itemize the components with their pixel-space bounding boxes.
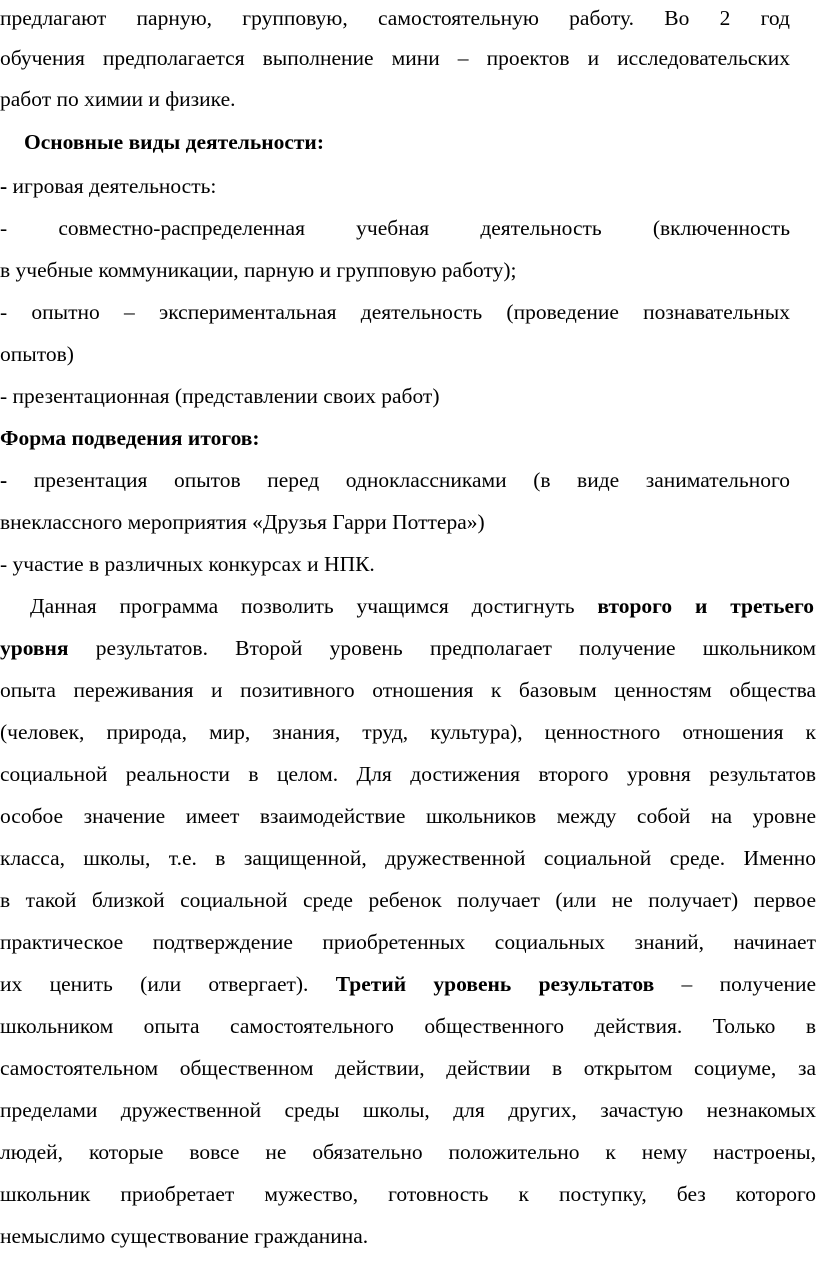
main-line-10-text-pre: их ценить (или отвергает). [0,972,336,996]
intro-line-1: предлагают парную, групповую, самостоятельную работу. Во 2 год [0,6,790,30]
intro-line-2: обучения предполагается выполнение мини – проектов и исследовательских [0,46,790,70]
main-line-11: школьником опыта самостоятельного общественного действия. Только в [0,1014,816,1038]
main-line-10-text-post: – получение [654,972,816,996]
main-line-10-bold: Третий уровень результатов [335,972,655,996]
main-line-5: социальной реальности в целом. Для достижения второго уровня результатов [0,762,816,786]
main-line-14: людей, которые вовсе не обязательно положительно к нему настроены, [0,1140,816,1164]
main-line-16: немыслимо существование гражданина. [0,1224,369,1248]
activity-item-2-line-2: в учебные коммуникации, парную и групповую работу); [0,258,517,282]
main-line-2 [0,633,816,663]
main-line-1 [30,591,814,621]
main-line-4: (человек, природа, мир, знания, труд, культура), ценностного отношения к [0,720,816,744]
intro-line-3: работ по химии и физике. [0,87,236,111]
result-item-1-line-1 [0,465,790,495]
activity-item-1-text: игровая деятельность: [7,174,217,198]
activities-heading: Основные виды деятельности: [24,130,324,154]
activity-item-3-line-1: - опытно – экспериментальная деятельность (проведение познавательных [0,300,790,324]
activity-item-2-line-1: - совместно-распределенная учебная деятельность (включенность [0,216,790,240]
main-line-1-text: Данная программа позволить учащимся достигнуть [30,594,598,618]
main-line-7: класса, школы, т.е. в защищенной, дружественной социальной среде. Именно [0,846,816,870]
main-line-9: практическое подтверждение приобретенных социальных знаний, начинает [0,930,816,954]
main-line-15: школьник приобретает мужество, готовность к поступку, без которого [0,1182,816,1206]
main-line-13: пределами дружественной среды школы, для других, зачастую незнакомых [0,1098,816,1122]
activity-item-1-dash: - [0,174,8,198]
main-line-10 [0,969,816,999]
activity-item-4: - презентационная (представлении своих работ) [0,384,440,408]
main-line-6: особое значение имеет взаимодействие школьников между собой на уровне [0,804,816,828]
main-line-3: опыта переживания и позитивного отношения к базовым ценностям общества [0,678,816,702]
result-item-1-line-2: внеклассного мероприятия «Друзья Гарри Поттера») [0,510,485,534]
result-item-1-dash: - [0,468,8,492]
activity-item-3-line-2: опытов) [0,342,74,366]
main-line-2-text: результатов. Второй уровень предполагает получение школьником [68,636,816,660]
result-item-2: - участие в различных конкурсах и НПК. [0,552,375,576]
main-line-2-bold: уровня [0,636,69,660]
main-line-8: в такой близкой социальной среде ребенок получает (или не получает) первое [0,888,816,912]
activity-item-1 [0,171,790,201]
result-item-1-text: презентация опытов перед одноклассниками (в виде занимательного [7,468,790,492]
main-line-12: самостоятельном общественном действии, действии в открытом социуме, за [0,1056,816,1080]
results-heading: Форма подведения итогов: [0,426,260,450]
main-line-1-bold: второго и третьего [597,594,814,618]
